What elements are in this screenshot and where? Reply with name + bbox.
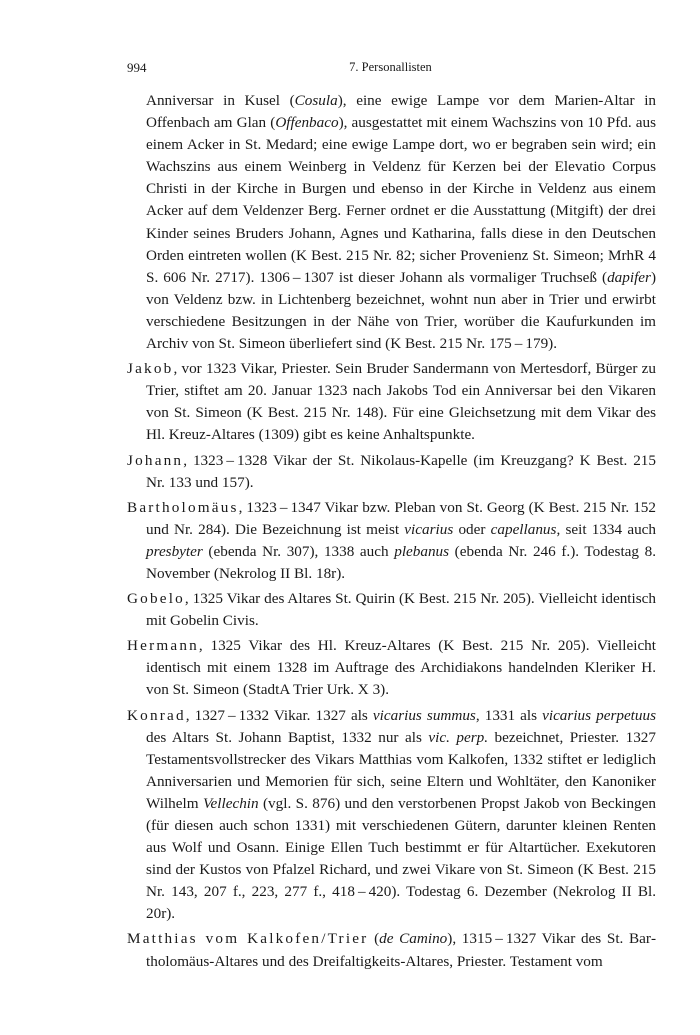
entry-text: Anniversar in Kusel ( <box>146 92 295 109</box>
italic-term: Cosula <box>294 92 338 109</box>
entry-text: , 1323 – 1328 Vikar der St. Nikolaus-Kapelle (im Kreuzgang? K Best. 215 Nr. 133 und 157). <box>146 451 656 491</box>
entry-continuation <box>127 90 656 355</box>
body-text <box>127 90 656 976</box>
italic-term: vicarius <box>404 520 454 538</box>
entry-name: Johann <box>127 451 184 469</box>
entry-name: Matthias vom Kalkofen/Trier <box>127 930 369 948</box>
entry-text: , seit 1334 auch <box>556 520 656 538</box>
entry-name: Hermann <box>127 637 199 655</box>
italic-term: Vellechin <box>202 794 259 812</box>
person-entry <box>127 358 656 446</box>
entry-text: (ebenda Nr. 246 f.). Todestag 8. November (Nekrolog II Bl. 18r). <box>146 542 656 582</box>
person-entry <box>127 928 656 972</box>
person-entry <box>127 588 656 632</box>
entry-text: bezeichnet, Priester. 1327 Testamentsvollstrecker des Vikars Matthias vom Kalkofen, 1332 stiftet er lediglich Anniversarien und Memorien für sich, seine Eltern und Wohltäter, den Kanoniker Wilhelm <box>146 728 656 812</box>
entry-name: Konrad <box>127 706 186 724</box>
entry-text: , 1325 Vikar des Hl. Kreuz-Altares (K Best. 215 Nr. 205). Vielleicht identisch mit einem 1328 im Auftrage des Archidiakons handelnden Kleriker H. von St. Simeon (StadtA Trier Urk. X 3). <box>146 637 656 699</box>
entry-text: , vor 1323 Vikar, Priester. Sein Bruder Sandermann von Mertesdorf, Bürger zu Trier, stiftet am 20. Januar 1323 nach Jakobs Tod ein Anniversar bei den Vikaren von St. Simeon (K Best. 215 Nr. 148). Für eine Gleichsetzung mit dem Vikar des Hl. Kreuz-Altares (1309) gibt es keine Anhaltspunkte. <box>146 360 656 444</box>
entry-text: des Altars St. Johann Baptist, 1332 nur als <box>146 728 429 746</box>
entry-text: ), ausgestattet mit einem Wachszins von 10 Pfd. aus einem Acker in St. Medard; eine ewige Lampe dort, wo er begraben sein wird; ein Wachszins aus einem Weinberg in Veldenz für Kerzen bei der Elevatio Corpus Christi in der Kirche in Burgen und ebenso in der Kirche in Veldenz aus einem Acker auf dem Veldenzer Berg. Ferner ordnet er die Ausstattung (Mitgift) der drei Kinder seines Bruders Johann, Agnes und Katharina, falls diese in den Deutschen Orden eintreten wollen (K Best. 215 Nr. 82; sicher Provenienz St. Simeon; MrhR 4 S. 606 Nr. 2717). 1306 – 1307 ist dieser Johann als vormaliger Truchseß ( <box>146 114 657 286</box>
entry-text: ), eine ewige Lampe vor dem Marien-Altar in Offenbach am Glan ( <box>146 92 657 132</box>
italic-term: vic. perp. <box>428 728 489 746</box>
person-entry <box>127 450 656 494</box>
italic-term: capellanus <box>490 520 557 538</box>
italic-term: presbyter <box>146 542 203 560</box>
person-entry <box>127 705 656 926</box>
entry-text: , 1325 Vikar des Altares St. Quirin (K Best. 215 Nr. 205). Vielleicht identisch mit Gobelin Civis. <box>146 590 656 630</box>
page-number: 994 <box>127 60 147 75</box>
italic-term: Offenbaco <box>275 114 339 132</box>
person-entry <box>127 635 656 701</box>
italic-term: vicarius perpetuus <box>542 706 657 724</box>
entry-text: ( <box>368 930 380 948</box>
entry-text: (vgl. S. 876) und den verstorbenen Propst Jakob von Beckingen (für diesen auch schon 1331) mit verschiedenen Gütern, darunter kleinen Renten aus Wolf und Osann. Einige Ellen Tuch bestimmt er für Altartücher. Exekutoren sind der Kustos von Pfalzel Richard, und zwei Vikare von St. Simeon (K Best. 215 Nr. 143, 207 f., 223, 277 f., 418 – 420). Todestag 6. Dezember (Nekrolog II Bl. 20r). <box>146 794 656 923</box>
entry-text: (ebenda Nr. 307), 1338 auch <box>202 542 395 560</box>
page-header <box>127 60 654 80</box>
entry-text: ), 1315 – 1327 Vikar des St. Bartholomäus-Altares und des Dreifaltigkeits-Altares, Priester. Testament vom <box>146 930 656 970</box>
entry-text: , 1323 – 1347 Vikar bzw. Pleban von St. Georg (K Best. 215 Nr. 152 und Nr. 284). Die Bezeichnung ist meist <box>146 498 656 538</box>
entry-text: oder <box>453 520 491 538</box>
entry-text: , 1327 – 1332 Vikar. 1327 als <box>185 706 373 724</box>
entry-name: Gobelo <box>127 590 185 608</box>
entry-name: Jakob <box>127 360 174 378</box>
entry-text: ) von Veldenz bzw. in Lichtenberg bezeichnet, wohnt nun aber in Trier und erwirbt verschiedene Besitzungen in der Nähe von Trier, worüber die Kaufurkunden im Archiv von St. Simeon überliefert sind (K Best. 215 Nr. 175 – 179). <box>146 268 656 353</box>
person-entry <box>127 497 656 585</box>
italic-term: vicarius summus <box>372 706 476 724</box>
italic-term: plebanus <box>394 542 450 560</box>
italic-term: de Camino <box>379 930 448 948</box>
entry-text: , 1331 als <box>475 706 543 724</box>
italic-term: dapifer <box>607 268 651 286</box>
entry-name: Bartholomäus <box>127 498 239 516</box>
running-head: 7. Personallisten <box>349 60 432 74</box>
